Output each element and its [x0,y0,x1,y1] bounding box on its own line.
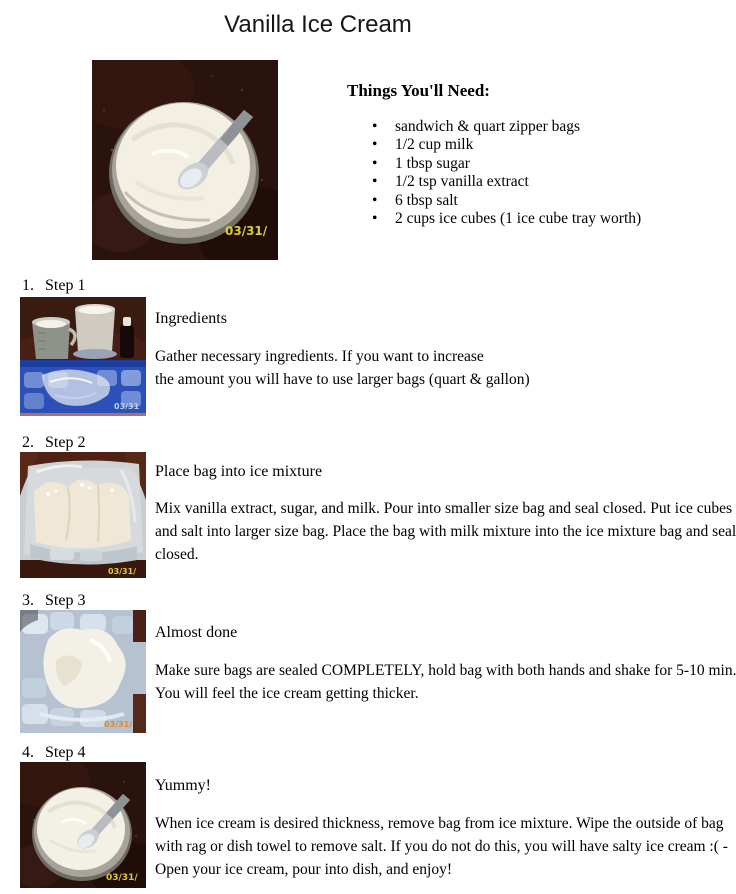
step-label: Step 1 [45,277,86,294]
step-4-body: When ice cream is desired thickness, remove bag from ice mixture. Wipe the outside of bag with rag or dish towel to remove salt. If you do not do this, you will have salty ice cream :( - Open your ice cream, pour into dish, and enjoy! [155,815,728,878]
hero-photo-image [92,60,278,260]
list-item: • 1 tbsp sugar [371,155,641,173]
step-3-body: Make sure bags are sealed COMPLETELY, hold bag with both hands and shake for 5-10 min. You will feel the ice cream getting thicker. [155,662,736,702]
step-3-photo-image [20,610,146,733]
hero-ice-cream-bowl-photo [92,60,278,260]
step-2-photo-image [20,452,146,578]
step-number: 4. [22,744,34,761]
step-1-title: Ingredients [155,310,227,327]
step-4-photo-image [20,762,146,888]
things-list [371,118,641,228]
step-label: Step 3 [45,592,86,609]
step-2-body: Mix vanilla extract, sugar, and milk. Pour into smaller size bag and seal closed. Put ice cubes and salt into larger size bag. Place the bag with milk mixture into the ice mixture bag and seal closed. [155,500,736,563]
step-1-body-line: Gather necessary ingredients. If you want to increase [155,348,484,365]
step-1-heading [22,277,85,295]
step-number: 2. [22,434,34,451]
step-4-title: Yummy! [155,777,211,794]
step-number: 1. [22,277,34,294]
step-1-ingredients-photo [20,297,146,416]
step-1-body [155,345,655,391]
hero-photo-timestamp: 03/31/ [225,224,268,238]
step-1-photo-image [20,297,146,416]
step-2-title: Place bag into ice mixture [155,463,323,480]
step-3-heading [22,592,85,610]
step-4-heading [22,744,85,762]
page-title: Vanilla Ice Cream [224,11,412,38]
step-label: Step 4 [45,744,86,761]
step-4-finished-bowl-photo [20,762,146,888]
step-2-milk-bag-photo [20,452,146,578]
list-item: • 6 tbsp salt [371,192,641,210]
step-3-title: Almost done [155,624,238,641]
step-number: 3. [22,592,34,609]
list-item: • 1/2 tsp vanilla extract [371,173,641,191]
step-2-heading [22,434,85,452]
step-3-photo-timestamp: 03/31/ [104,720,133,729]
step-2-photo-timestamp: 03/31/ [108,567,137,576]
list-item: • sandwich & quart zipper bags [371,118,641,136]
list-item: • 1/2 cup milk [371,136,641,154]
list-item: • 2 cups ice cubes (1 ice cube tray worth) [371,210,641,228]
step-4-photo-timestamp: 03/31/ [106,873,138,883]
step-label: Step 2 [45,434,86,451]
step-3-shaken-bag-photo [20,610,146,733]
things-heading: Things You'll Need: [347,81,490,100]
step-1-body-line: the amount you will have to use larger bags (quart & gallon) [155,371,530,388]
step-1-photo-timestamp: 03/31 [114,402,140,411]
